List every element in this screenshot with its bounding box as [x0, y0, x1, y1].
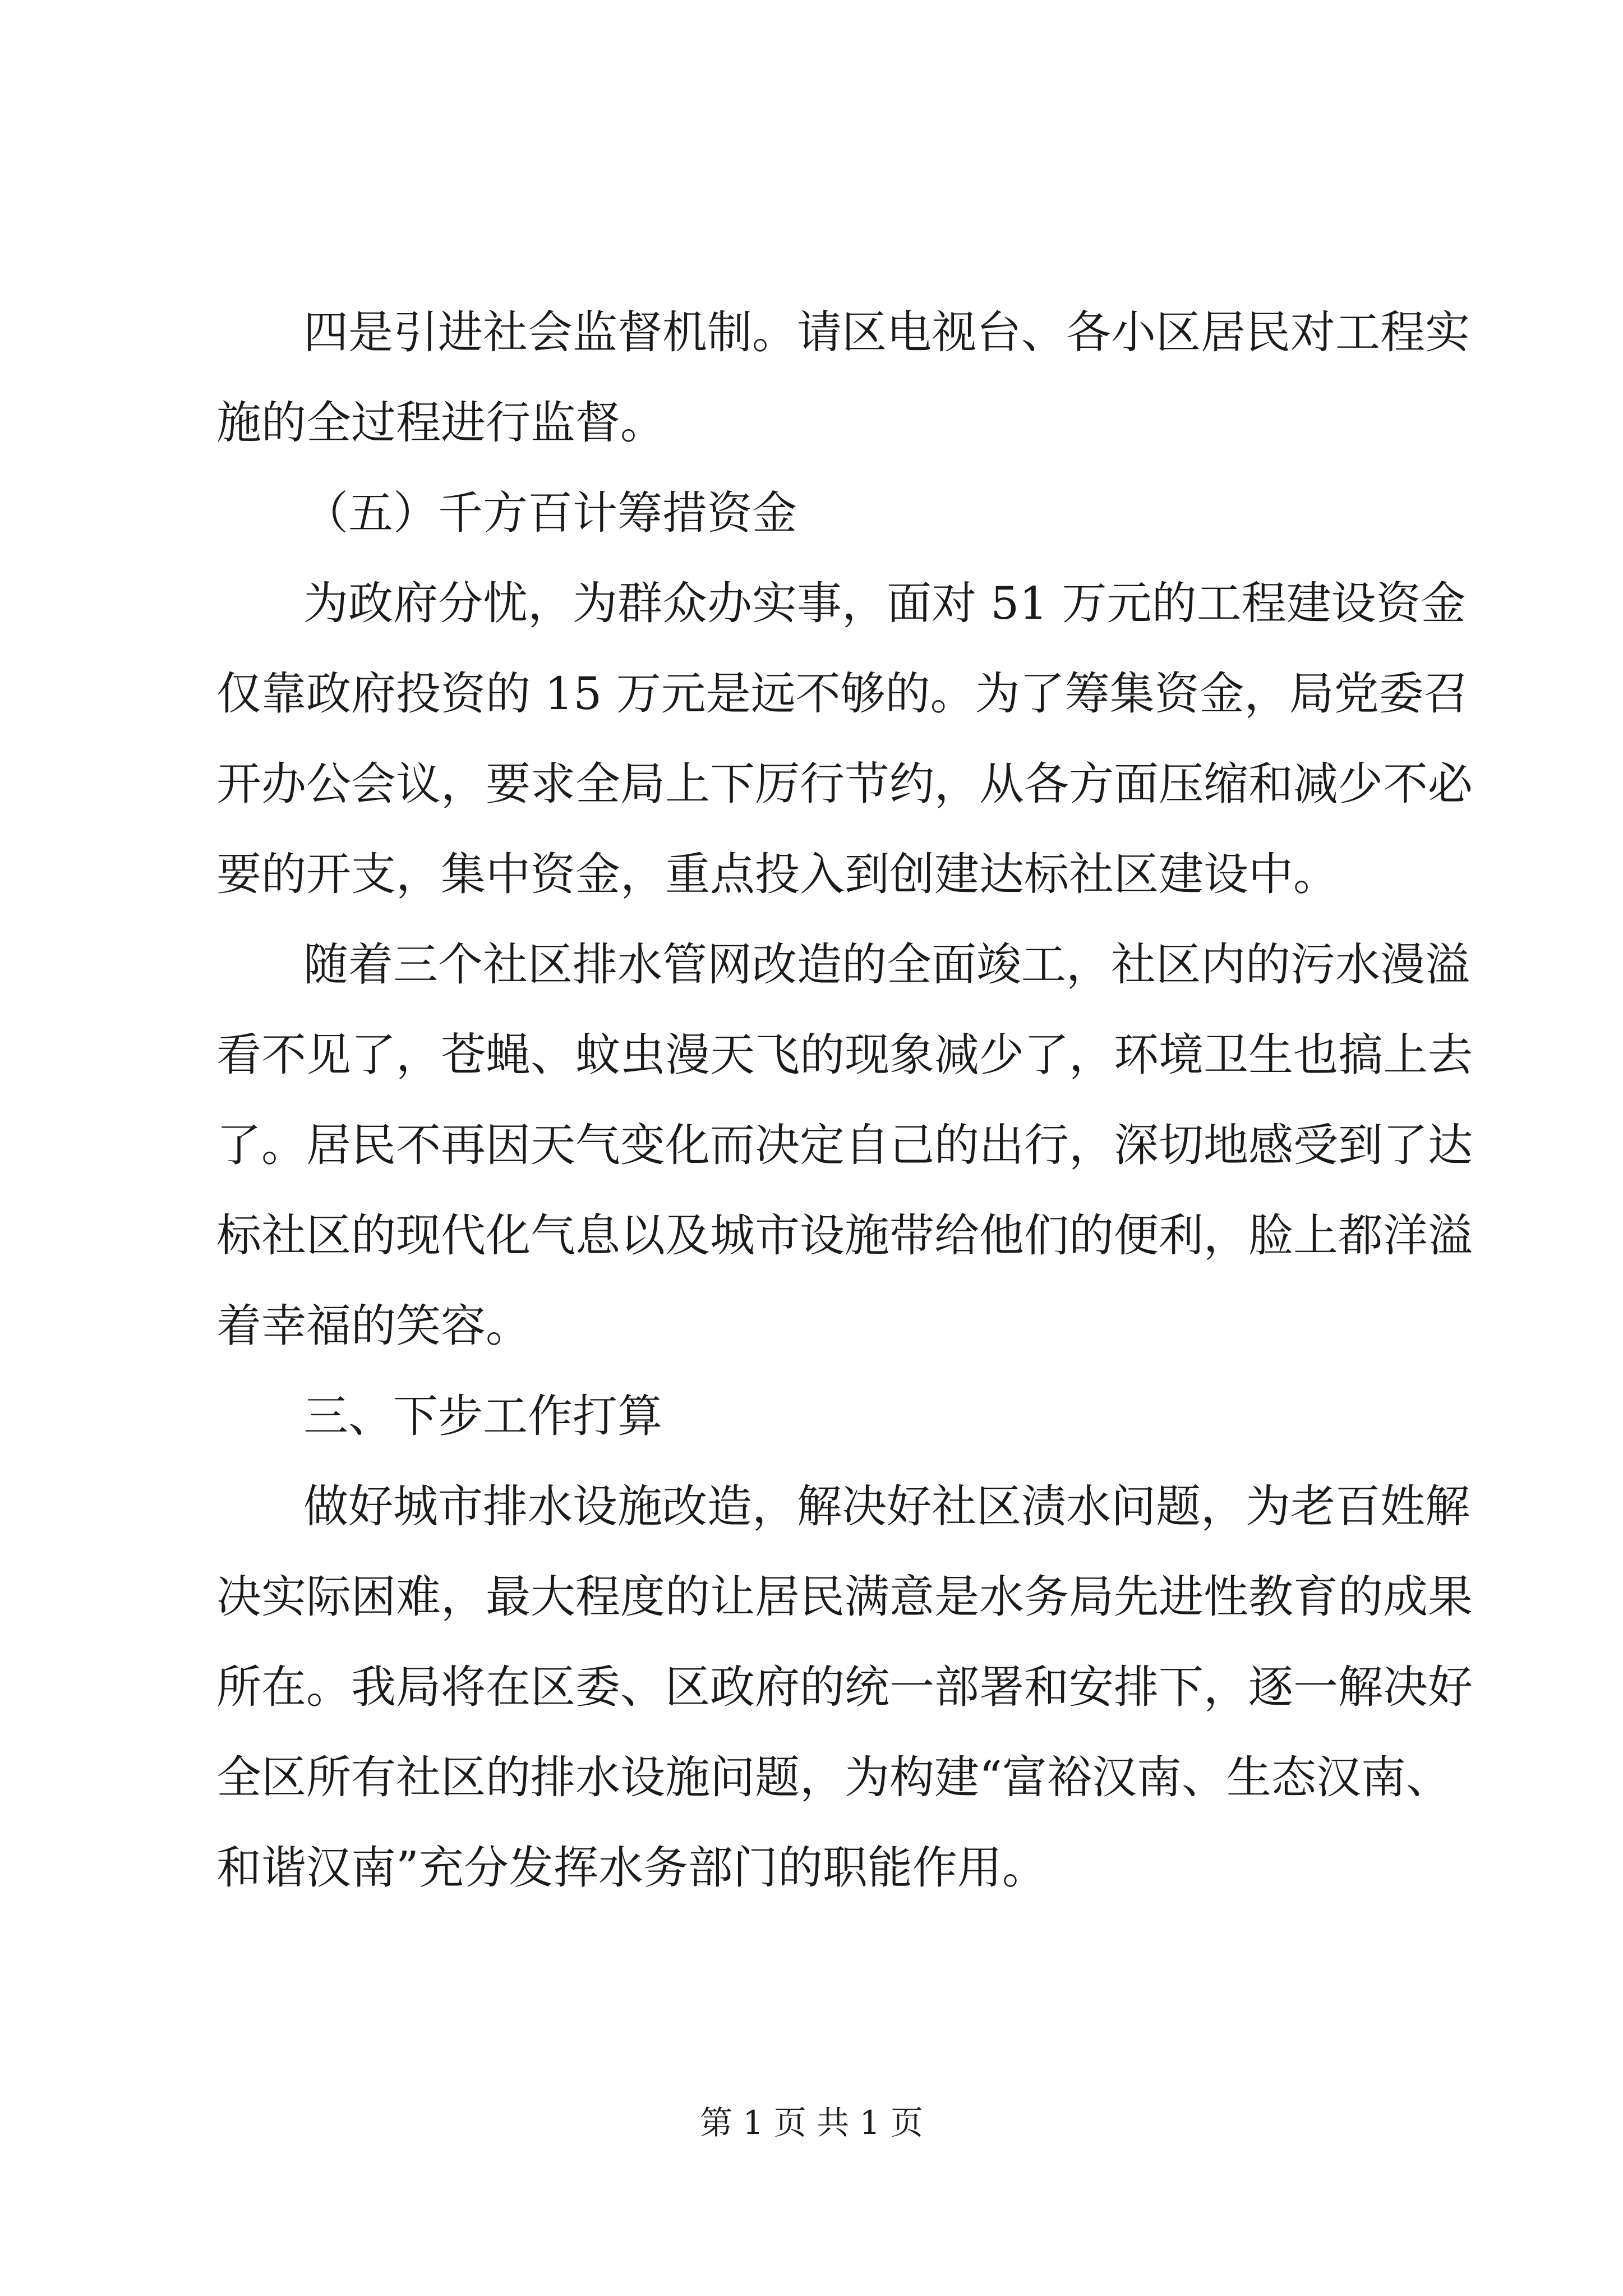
paragraph-line: 决实际困难，最大程度的让居民满意是水务局先进性教育的成果	[216, 1571, 1473, 1623]
paragraph-line: 施的全过程进行监督。	[216, 397, 665, 449]
section-heading: 三、下步工作打算	[303, 1390, 662, 1442]
paragraph-line: 看不见了，苍蝇、蚊虫漫天飞的现象减少了，环境卫生也搞上去	[216, 1029, 1473, 1081]
page-number-footer: 第 1 页 共 1 页	[700, 2104, 923, 2142]
paragraph-line: 仅靠政府投资的 15 万元是远不够的。为了筹集资金，局党委召	[216, 668, 1469, 720]
paragraph-line: 为政府分忧，为群众办实事，面对 51 万元的工程建设资金	[303, 577, 1466, 629]
paragraph-line: 要的开支，集中资金，重点投入到创建达标社区建设中。	[216, 848, 1338, 900]
paragraph-line: 全区所有社区的排水设施问题，为构建“富裕汉南、生态汉南、	[216, 1751, 1451, 1803]
paragraph-line: 随着三个社区排水管网改造的全面竣工，社区内的污水漫溢	[303, 938, 1470, 991]
paragraph-line: 所在。我局将在区委、区政府的统一部署和安排下，逐一解决好	[216, 1661, 1473, 1713]
paragraph-line: 开办公会议，要求全局上下厉行节约，从各方面压缩和减少不必	[216, 758, 1473, 810]
paragraph-line: 了。居民不再因天气变化而决定自己的出行，深切地感受到了达	[216, 1119, 1473, 1171]
paragraph-line: 和谐汉南”充分发挥水务部门的职能作用。	[216, 1842, 1047, 1894]
paragraph-line: 四是引进社会监督机制。请区电视台、各小区居民对工程实	[303, 306, 1470, 358]
section-heading: （五）千方百计筹措资金	[303, 487, 797, 539]
paragraph-line: 做好城市排水设施改造，解决好社区渍水问题，为老百姓解	[303, 1480, 1470, 1533]
paragraph-line: 着幸福的笑容。	[216, 1300, 531, 1352]
paragraph-line: 标社区的现代化气息以及城市设施带给他们的便利，脸上都洋溢	[216, 1209, 1473, 1262]
